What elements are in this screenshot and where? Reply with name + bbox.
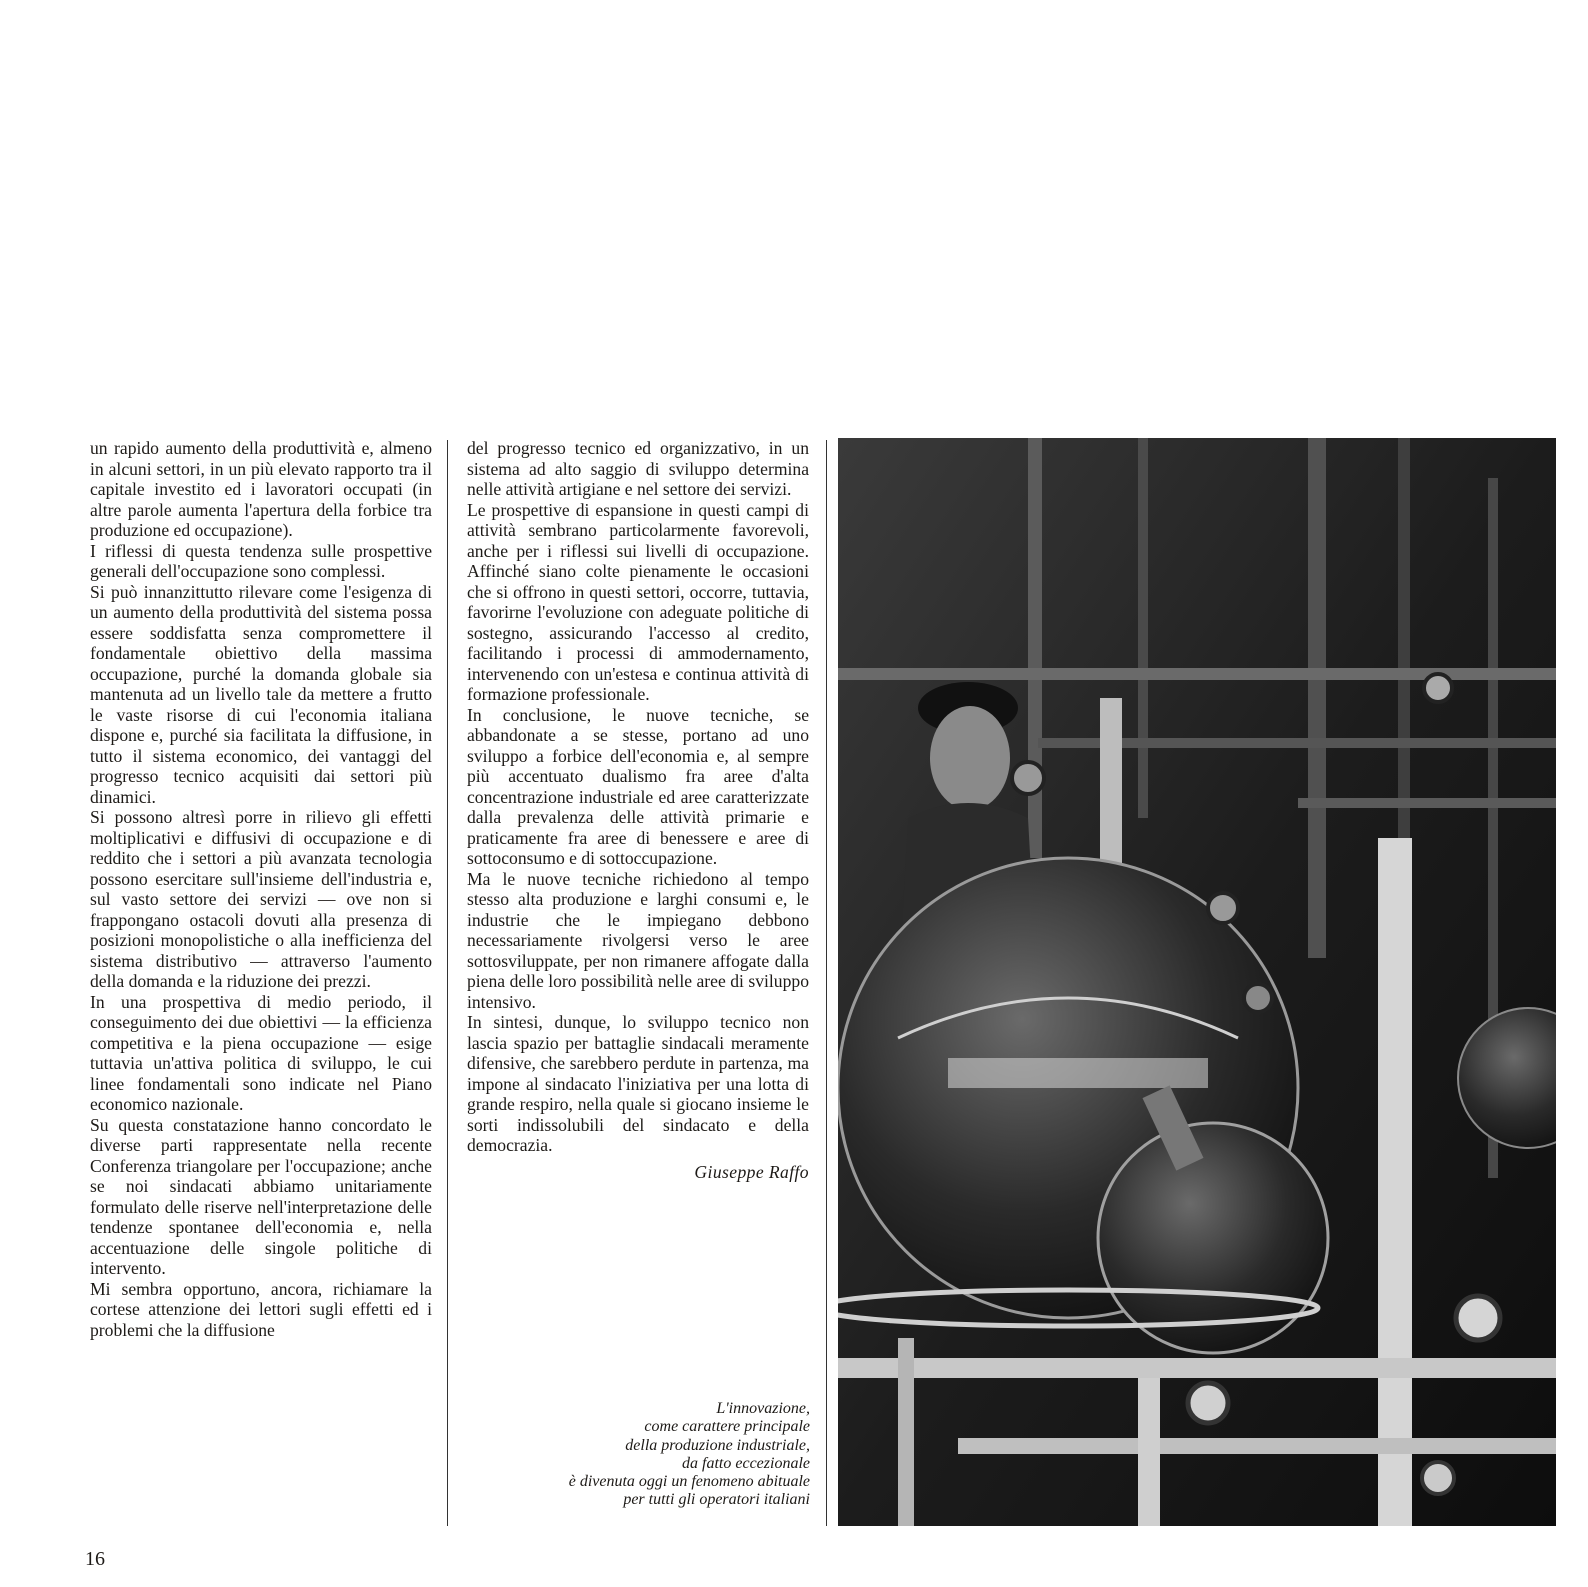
paragraph: In una prospettiva di medio periodo, il conseguimento dei due obiettivi — la efficienza competitiva e la piena occupazione — esige tuttavia un'attiva politica di sviluppo, le cui linee fondamentali sono indicate nel Piano economico nazionale. bbox=[90, 991, 432, 1114]
caption-line: per tutti gli operatori italiani bbox=[623, 1491, 810, 1509]
caption-line: come carattere principale bbox=[644, 1418, 810, 1436]
author-signature: Giuseppe Raffo bbox=[694, 1161, 809, 1182]
paragraph: del progresso tecnico ed organizzativo, in un sistema ad alto saggio di sviluppo determina nelle attività artigiane e nel settore dei servizi. bbox=[467, 438, 809, 499]
paragraph: Su questa constatazione hanno concordato le diverse parti rappresentate nella recente Conferenza triangolare per l'occupazione; anche se noi sindacati abbiamo unitariamente formulato delle riserve nell'interpretazione delle tendenze spontanee dell'economia e, nella accentuazione delle singole politiche di intervento. bbox=[90, 1114, 432, 1278]
paragraph: Si possono altresì porre in rilievo gli effetti moltiplicativi e diffusivi di occupazione e di reddito che i settori a più avanzata tecnologia possono esercitare sull'insieme dell'industria e, sul vasto settore dei servizi — ove non si frappongano ostacoli dovuti alla presenza di posizioni monopolistiche o alla inefficienza del sistema distributivo — attraverso l'aumento della domanda e la riduzione dei prezzi. bbox=[90, 807, 432, 991]
industrial-laboratory-photo bbox=[838, 438, 1556, 1526]
paragraph: un rapido aumento della produttività e, almeno in alcuni settori, in un più elevato rapporto tra il capitale investito ed i lavoratori occupati (in altre parole aumenta l'apertura della forbice tra produzione ed occupazione). bbox=[90, 438, 432, 540]
left-text-column bbox=[90, 438, 432, 1340]
paragraph: Ma le nuove tecniche richiedono al tempo stesso alta produzione e larghi consumi e, le industrie che le impiegano debbono necessariamente rivolgersi verso le aree sottosviluppate, per non rimanere affogate dalla piena delle loro possibilità nelle aree di sviluppo intensivo. bbox=[467, 868, 809, 1012]
caption-line: della produzione industriale, bbox=[625, 1436, 810, 1454]
caption-line: è divenuta oggi un fenomeno abituale bbox=[568, 1473, 810, 1491]
middle-text-column bbox=[467, 438, 809, 1182]
paragraph: In sintesi, dunque, lo sviluppo tecnico non lascia spazio per battaglie sindacali meramente difensive, che sarebbero perdute in partenza, ma impone al sindacato l'iniziativa per una lotta di grande respiro, nella quale si giocano insieme le sorti indissolubili del sindacato e della democrazia. bbox=[467, 1012, 809, 1155]
paragraph: Si può innanzittutto rilevare come l'esigenza di un aumento della produttività del sistema possa essere soddisfatta senza compromettere il fondamentale obiettivo della massima occupazione, purché la domanda globale sia mantenuta ad un livello tale da mettere a frutto le vaste risorse di cui l'economia italiana dispone e, purché sia facilitata la diffusione, in tutto il sistema economico, dei vantaggi del progresso tecnico acquisiti dai settori più dinamici. bbox=[90, 581, 432, 807]
paragraph: Le prospettive di espansione in questi campi di attività sembrano particolarmente favorevoli, anche per i riflessi sui livelli di occupazione. Affinché siano colte pienamente le occasioni che si offrono in questi settori, occorre, tuttavia, favorirne l'evoluzione con adeguate politiche di sostegno, assicurando l'accesso al credito, facilitando i processi di ammodernamento, intervenendo con un'estesa e continua attività di formazione professionale. bbox=[467, 499, 809, 704]
column-divider bbox=[826, 440, 827, 1526]
page-number: 16 bbox=[85, 1548, 105, 1570]
column-divider bbox=[447, 440, 448, 1526]
paragraph: In conclusione, le nuove tecniche, se abbandonate a se stesse, portano ad uno sviluppo a forbice dell'economia e, al sempre più accentuato dualismo fra aree d'alta concentrazione industriale ed aree caratterizzate dalla prevalenza delle attività primarie e praticamente fra aree di benessere e aree di sottoconsumo e di sottoccupazione. bbox=[467, 704, 809, 868]
paragraph: I riflessi di questa tendenza sulle prospettive generali dell'occupazione sono complessi. bbox=[90, 540, 432, 581]
caption-line: L'innovazione, bbox=[716, 1400, 810, 1417]
paragraph: Mi sembra opportuno, ancora, richiamare la cortese attenzione dei lettori sugli effetti ed i problemi che la diffusione bbox=[90, 1278, 432, 1340]
caption-line: da fatto eccezionale bbox=[682, 1454, 810, 1472]
photo-caption bbox=[470, 1400, 810, 1510]
